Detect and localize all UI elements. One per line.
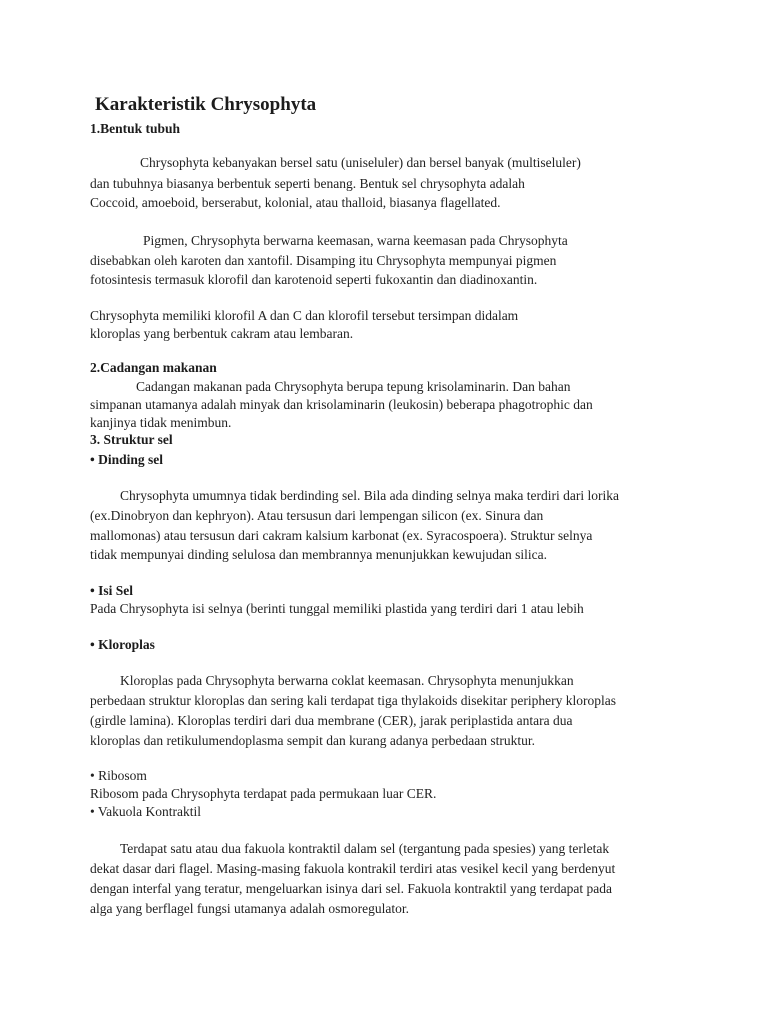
paragraph-line: (girdle lamina). Kloroplas terdiri dari dua membrane (CER), jarak periplastida antara dua [90,713,573,728]
paragraph-line: Ribosom pada Chrysophyta terdapat pada permukaan luar CER. [90,786,437,801]
paragraph-line: dan tubuhnya biasanya berbentuk seperti benang. Bentuk sel chrysophyta adalah [90,176,525,191]
paragraph-line: dekat dasar dari flagel. Masing-masing fakuola kontrakil terdiri atas vesikel kecil yang berdenyut [90,861,616,876]
paragraph-line: Pada Chrysophyta isi selnya (berinti tunggal memiliki plastida yang terdiri dari 1 atau lebih [90,601,584,616]
paragraph-line: mallomonas) atau tersusun dari cakram kalsium karbonat (ex. Syracospoera). Struktur selnya [90,528,593,543]
paragraph-line: Chrysophyta umumnya tidak berdinding sel. Bila ada dinding selnya maka terdiri dari lorika [120,488,620,503]
paragraph-line: kloroplas yang berbentuk cakram atau lembaran. [90,326,354,341]
section-heading-struktur-sel: 3. Struktur sel [90,432,173,447]
paragraph-line: Chrysophyta memiliki klorofil A dan C dan klorofil tersebut tersimpan didalam [90,308,519,323]
subheading-kloroplas: • Kloroplas [90,637,155,652]
paragraph-line: kloroplas dan retikulumendoplasma sempit dan kurang adanya perbedaan struktur. [90,733,535,748]
paragraph-line: alga yang berflagel fungsi utamanya adalah osmoregulator. [90,901,410,916]
paragraph-line: perbedaan struktur kloroplas dan sering kali terdapat tiga thylakoids disekitar periphery kloroplas [90,693,616,708]
subheading-vakuola-kontraktil: • Vakuola Kontraktil [90,804,201,819]
paragraph-line: dengan interfal yang teratur, mengeluarkan isinya dari sel. Fakuola kontraktil yang terdapat pada [90,881,613,896]
paragraph-line: kanjinya tidak menimbun. [90,415,232,430]
subheading-ribosom: • Ribosom [90,768,147,783]
paragraph-line: Pigmen, Chrysophyta berwarna keemasan, warna keemasan pada Chrysophyta [143,233,568,248]
paragraph-line: Terdapat satu atau dua fakuola kontraktil dalam sel (tergantung pada spesies) yang terletak [120,841,610,856]
paragraph-line: Cadangan makanan pada Chrysophyta berupa tepung krisolaminarin. Dan bahan [136,379,571,394]
paragraph-line: Coccoid, amoeboid, berserabut, kolonial, atau thalloid, biasanya flagellated. [90,195,501,210]
paragraph-line: fotosintesis termasuk klorofil dan karotenoid seperti fukoxantin dan diadinoxantin. [90,272,538,287]
paragraph-line: disebabkan oleh karoten dan xantofil. Disamping itu Chrysophyta mempunyai pigmen [90,253,557,268]
subheading-dinding-sel: • Dinding sel [90,452,163,467]
paragraph-line: simpanan utamanya adalah minyak dan krisolaminarin (leukosin) beberapa phagotrophic dan [90,397,593,412]
section-heading-bentuk-tubuh: 1.Bentuk tubuh [90,121,181,136]
paragraph-line: (ex.Dinobryon dan kephryon). Atau tersusun dari lempengan silicon (ex. Sinura dan [90,508,544,523]
page-title: Karakteristik Chrysophyta [95,94,317,115]
paragraph-line: tidak mempunyai dinding selulosa dan membrannya menunjukkan kewujudan silica. [90,547,548,562]
subheading-isi-sel: • Isi Sel [90,583,133,598]
paragraph-line: Chrysophyta kebanyakan bersel satu (uniseluler) dan bersel banyak (multiseluler) [140,155,581,170]
paragraph-line: Kloroplas pada Chrysophyta berwarna coklat keemasan. Chrysophyta menunjukkan [120,673,574,688]
section-heading-cadangan-makanan: 2.Cadangan makanan [90,360,217,375]
